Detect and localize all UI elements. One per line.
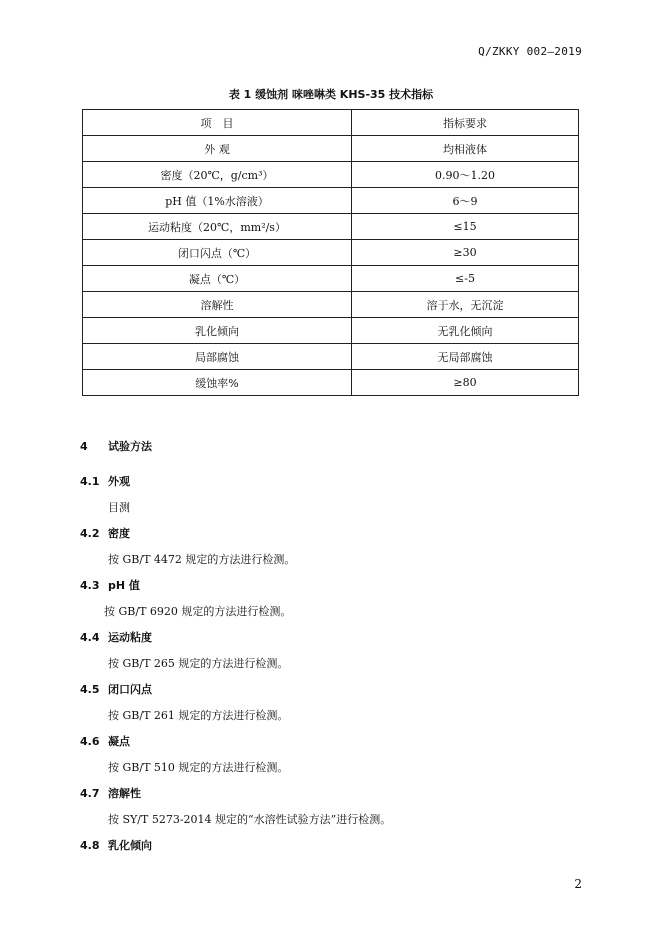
section-number: 4.8 [80,839,100,852]
section-text: 按 GB/T 4472 规定的方法进行检测。 [108,553,296,566]
table-row [83,188,579,214]
section-text: 按 GB/T 510 规定的方法进行检测。 [108,761,289,774]
subsection-heading [80,629,152,645]
section-number: 4.5 [80,683,100,696]
table-caption: 表 1 缓蚀剂 咪唑啉类 KHS-35 技术指标 [228,88,434,101]
table-cell-item: 外 观 [83,136,352,162]
table-row [83,344,579,370]
table-cell-requirement: ≤-5 [352,266,579,292]
section-title: 凝点 [108,735,130,748]
table-cell-item: 缓蚀率% [83,370,352,396]
subsection-heading [80,473,130,489]
table-row [83,214,579,240]
subsection-heading [80,733,130,749]
section-title: 外观 [108,475,130,488]
section-number: 4.2 [80,527,100,540]
section-heading [80,438,152,454]
section-text: 按 GB/T 261 规定的方法进行检测。 [108,709,289,722]
section-number: 4.7 [80,787,100,800]
subsection-heading [80,785,141,801]
table-row [83,136,579,162]
section-text: 按 SY/T 5273-2014 规定的“水溶性试验方法”进行检测。 [108,813,392,826]
section-title: 闭口闪点 [108,683,152,696]
table-cell-item: 闭口闪点（℃） [83,240,352,266]
table-cell-item: 溶解性 [83,292,352,318]
section-title: 乳化倾向 [108,839,152,852]
section-title: 运动粘度 [108,631,152,644]
subsection-heading [80,837,152,853]
section-text: 按 GB/T 6920 规定的方法进行检测。 [104,605,292,618]
table-row [83,162,579,188]
table-cell-requirement: 6～9 [352,188,579,214]
section-title: 溶解性 [108,787,141,800]
table-row [83,370,579,396]
table-cell-requirement: 无局部腐蚀 [352,344,579,370]
section-number: 4.3 [80,579,100,592]
table-cell-item: 乳化倾向 [83,318,352,344]
section-number: 4.1 [80,475,100,488]
table-cell-requirement: ≥80 [352,370,579,396]
table-cell-item: pH 值（1%水溶液） [83,188,352,214]
section-title: 密度 [108,527,130,540]
table-cell-requirement: 无乳化倾向 [352,318,579,344]
table-cell-requirement: 0.90～1.20 [352,162,579,188]
section-number: 4.4 [80,631,100,644]
table-header-cell: 指标要求 [352,110,579,136]
section-text: 目测 [108,501,130,514]
table-row [83,318,579,344]
table-cell-item: 密度（20℃，g/cm³） [83,162,352,188]
table-cell-item: 局部腐蚀 [83,344,352,370]
subsection-heading [80,577,140,593]
table-header-cell: 项 目 [83,110,352,136]
table-row [83,292,579,318]
subsection-heading [80,681,152,697]
table-cell-item: 运动粘度（20℃，mm²/s） [83,214,352,240]
page-number: 2 [574,877,582,891]
section-text: 按 GB/T 265 规定的方法进行检测。 [108,657,289,670]
section-title: 试验方法 [108,440,152,453]
table-cell-requirement: ≤15 [352,214,579,240]
table-cell-item: 凝点（℃） [83,266,352,292]
table-cell-requirement: ≥30 [352,240,579,266]
spec-table [82,109,579,396]
table-header-row [83,110,579,136]
document-code-header: Q/ZKKY 002—2019 [478,45,582,58]
table-cell-requirement: 溶于水，无沉淀 [352,292,579,318]
table-row [83,266,579,292]
subsection-heading [80,525,130,541]
table-cell-requirement: 均相液体 [352,136,579,162]
section-number: 4 [80,440,88,453]
table-row [83,240,579,266]
section-number: 4.6 [80,735,100,748]
section-title: pH 值 [108,579,140,592]
